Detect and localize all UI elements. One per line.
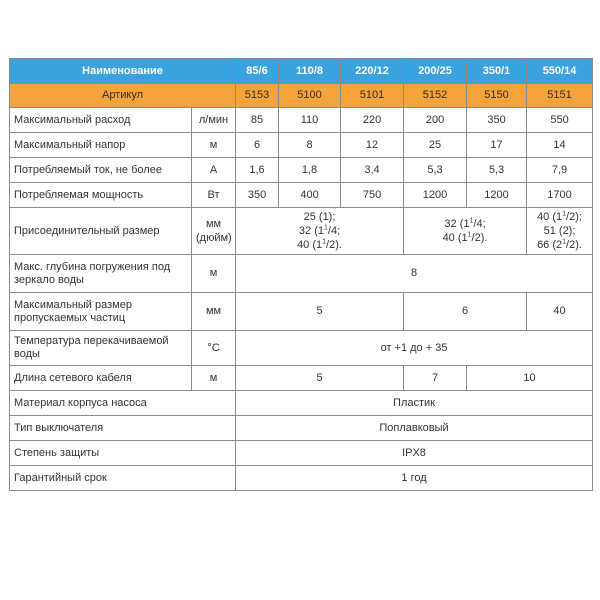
cell-value: 5 (236, 293, 404, 331)
cell-value: 40 (527, 293, 593, 331)
row-unit (192, 208, 236, 255)
size-text: /2); (566, 211, 582, 223)
size-sup: 1 (322, 238, 327, 246)
size-sup: 1 (562, 210, 567, 218)
article-value: 5153 (236, 84, 279, 108)
table-row (10, 108, 593, 133)
cell-value: 6 (236, 133, 279, 158)
table-row (10, 466, 593, 491)
row-unit: мм (192, 293, 236, 331)
size-text: /2). (471, 232, 488, 244)
row-label: Температура перекачиваемой воды (10, 331, 192, 366)
row-unit: м (192, 255, 236, 293)
cell-value: 1700 (527, 183, 593, 208)
connection-size (531, 238, 588, 252)
cell-value: 5,3 (467, 158, 527, 183)
cell-value: Поплавковый (236, 416, 593, 441)
cell-value: 750 (341, 183, 404, 208)
connection-sizes-group (236, 208, 404, 255)
cell-value: 6 (404, 293, 527, 331)
cell-value: 200 (404, 108, 467, 133)
table-row (10, 391, 593, 416)
connection-size (408, 231, 522, 245)
model-header: 110/8 (279, 59, 341, 84)
size-text: 40 (1 (537, 211, 563, 223)
row-unit: Вт (192, 183, 236, 208)
table-row (10, 208, 593, 255)
size-sup: 1 (467, 231, 472, 239)
row-unit: м (192, 133, 236, 158)
row-label: Макс. глубина погружения под зеркало воды (10, 255, 192, 293)
row-unit: °С (192, 331, 236, 366)
cell-value: от +1 до + 35 (236, 331, 593, 366)
size-text: 66 (2 (537, 239, 563, 251)
cell-value: 5 (236, 366, 404, 391)
cell-value: 1200 (467, 183, 527, 208)
article-value: 5101 (341, 84, 404, 108)
cell-value: 1200 (404, 183, 467, 208)
table-row (10, 441, 593, 466)
cell-value: 25 (404, 133, 467, 158)
cell-value: 8 (236, 255, 593, 293)
cell-value: 350 (467, 108, 527, 133)
cell-value: 400 (279, 183, 341, 208)
header-row (10, 59, 593, 84)
cell-value: 1,6 (236, 158, 279, 183)
row-label: Максимальный напор (10, 133, 192, 158)
connection-size (240, 238, 399, 252)
article-label: Артикул (10, 84, 236, 108)
unit-mm: мм (205, 218, 222, 230)
table-row (10, 331, 593, 366)
row-label: Максимальный расход (10, 108, 192, 133)
cell-value: 7,9 (527, 158, 593, 183)
row-label: Присоединительный размер (10, 208, 192, 255)
connection-size (240, 224, 399, 238)
spec-table (9, 58, 593, 491)
cell-value: 8 (279, 133, 341, 158)
model-header: 85/6 (236, 59, 279, 84)
cell-value: 110 (279, 108, 341, 133)
size-text: /4; (473, 218, 486, 230)
row-label: Потребляемый ток, не более (10, 158, 192, 183)
cell-value: 10 (467, 366, 593, 391)
table-row (10, 416, 593, 441)
table-row (10, 133, 593, 158)
size-sup: 1 (323, 224, 328, 232)
size-sup: 1 (562, 238, 567, 246)
cell-value: 14 (527, 133, 593, 158)
connection-size (531, 210, 588, 224)
model-header: 550/14 (527, 59, 593, 84)
row-unit: А (192, 158, 236, 183)
cell-value: 7 (404, 366, 467, 391)
article-value: 5150 (467, 84, 527, 108)
cell-value: 3,4 (341, 158, 404, 183)
article-value: 5100 (279, 84, 341, 108)
table-row (10, 183, 593, 208)
connection-sizes-group (404, 208, 527, 255)
model-header: 220/12 (341, 59, 404, 84)
size-text: /2). (566, 239, 582, 251)
table-row (10, 293, 593, 331)
size-text: 40 (1 (442, 232, 468, 244)
row-label: Тип выключателя (10, 416, 236, 441)
connection-size: 25 (1); (303, 211, 336, 223)
row-label: Длина сетевого кабеля (10, 366, 192, 391)
connection-size: 51 (2); (543, 225, 576, 237)
row-label: Степень защиты (10, 441, 236, 466)
cell-value: 5,3 (404, 158, 467, 183)
model-header: 200/25 (404, 59, 467, 84)
size-text: 40 (1 (297, 239, 323, 251)
cell-value: IPX8 (236, 441, 593, 466)
cell-value: 17 (467, 133, 527, 158)
row-label: Материал корпуса насоса (10, 391, 236, 416)
size-text: /2). (326, 239, 342, 251)
cell-value: 220 (341, 108, 404, 133)
name-column-header: Наименование (10, 59, 236, 84)
article-row (10, 84, 593, 108)
unit-inch: (дюйм) (196, 232, 232, 244)
row-unit: м (192, 366, 236, 391)
connection-size (408, 217, 522, 231)
article-value: 5152 (404, 84, 467, 108)
cell-value: 85 (236, 108, 279, 133)
connection-sizes-group (527, 208, 593, 255)
cell-value: 350 (236, 183, 279, 208)
size-text: 32 (1 (444, 218, 470, 230)
row-label: Максимальный размер пропускаемых частиц (10, 293, 192, 331)
size-text: /4; (327, 225, 341, 237)
table-row (10, 158, 593, 183)
size-text: 32 (1 (298, 225, 324, 237)
table-row (10, 366, 593, 391)
cell-value: 1 год (236, 466, 593, 491)
row-label: Гарантийный срок (10, 466, 236, 491)
cell-value: Пластик (236, 391, 593, 416)
row-label: Потребляемая мощность (10, 183, 192, 208)
table-row (10, 255, 593, 293)
row-unit: л/мин (192, 108, 236, 133)
cell-value: 12 (341, 133, 404, 158)
size-sup: 1 (469, 217, 474, 225)
model-header: 350/1 (467, 59, 527, 84)
cell-value: 1,8 (279, 158, 341, 183)
cell-value: 550 (527, 108, 593, 133)
article-value: 5151 (527, 84, 593, 108)
